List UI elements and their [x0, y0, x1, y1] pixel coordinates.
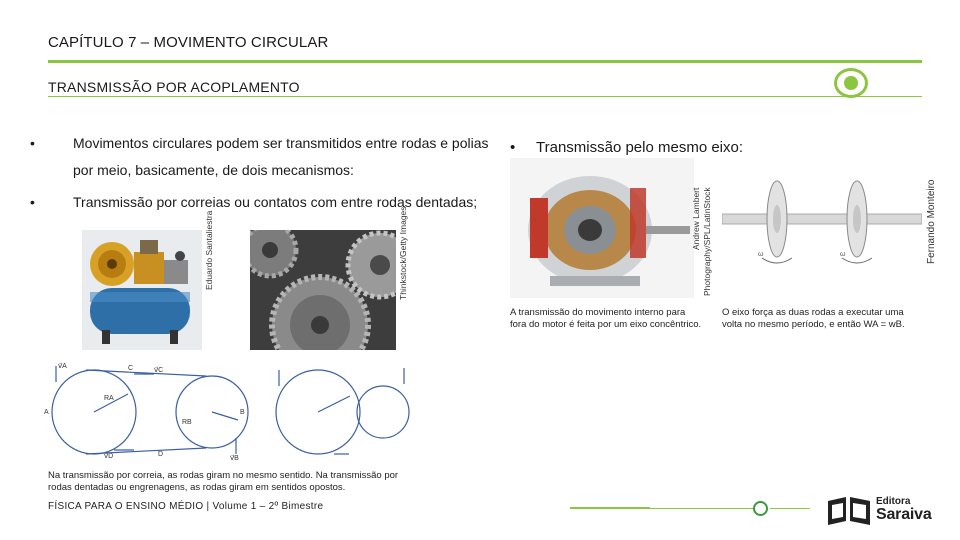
- diagram-label-b: B: [240, 409, 245, 416]
- axle-caption: O eixo força as duas rodas a executar uma volta no mesmo período, e então WA = wB.: [722, 307, 905, 330]
- belt-gear-svg: [44, 360, 410, 464]
- diagram-label-ra: RA: [104, 395, 114, 402]
- bullet-same-axle: [510, 134, 743, 161]
- diagram-label-c: C: [128, 365, 134, 372]
- compressor-credit: Eduardo Santaliestra: [204, 210, 214, 290]
- bullet-text: Movimentos circulares podem ser transmitidos entre rodas e polias por meio, basicamente, de dois mecanismos:: [73, 135, 489, 178]
- bullet-marker: •: [30, 194, 35, 210]
- diagram-label-a: A: [44, 409, 49, 416]
- section-rule: [48, 96, 922, 97]
- motor-caption: A transmissão do movimento interno para fora do motor é feita por um eixo concêntrico.: [510, 307, 702, 330]
- diagram-label-vb: v⃗B: [230, 455, 239, 462]
- footer-rule-1: [570, 507, 650, 509]
- diagram-label-vc: v⃗C: [154, 367, 164, 374]
- bullet-marker: •: [510, 139, 516, 156]
- book-icon: [826, 495, 872, 527]
- logo-big-text: Saraiva: [876, 506, 932, 523]
- chapter-title: CAPÍTULO 7 – MOVIMENTO CIRCULAR: [48, 34, 329, 51]
- footer-text: FÍSICA PARA O ENSINO MÉDIO | Volume 1 – 2º Bimestre: [48, 501, 324, 512]
- gears-photo: [250, 230, 396, 350]
- publisher-logo: [826, 495, 940, 527]
- belt-gear-diagram: [44, 360, 410, 464]
- compressor-illustration: [82, 230, 202, 350]
- footer-rule-2: [650, 508, 754, 509]
- motor-illustration: [510, 158, 694, 298]
- section-title: TRANSMISSÃO POR ACOPLAMENTO: [48, 79, 300, 95]
- belt-caption: Na transmissão por correia, as rodas giram no mesmo sentido. Na transmissão por rodas dentadas ou engrenagens, as rodas giram em sentidos opostos.: [48, 470, 399, 493]
- axle-label-left: ω: [758, 251, 764, 258]
- diagram-label-va: v⃗A: [58, 363, 67, 370]
- gears-illustration: [250, 230, 396, 350]
- gears-credit: Thinkstock/Getty Images: [398, 206, 408, 300]
- bullet-text: Transmissão pelo mesmo eixo:: [536, 139, 744, 156]
- decorative-circle-icon: [834, 68, 868, 98]
- axle-svg: [722, 172, 922, 272]
- header-rule: [48, 60, 922, 63]
- bullet-marker: •: [30, 135, 35, 151]
- diagram-label-rb: RB: [182, 419, 192, 426]
- footer-circle-icon: [753, 501, 768, 516]
- axle-label-right: ω: [840, 251, 846, 258]
- bullet-text: Transmissão por correias ou contatos com entre rodas dentadas;: [73, 194, 478, 210]
- axle-credit: Fernando Monteiro: [926, 179, 937, 264]
- bullet-mechanisms: [30, 130, 500, 184]
- motor-credit-1: Andrew Lambert: [691, 187, 701, 250]
- bullet-belts: [30, 189, 500, 216]
- motor-photo: [510, 158, 694, 298]
- compressor-photo: [82, 230, 202, 350]
- axle-illustration: [722, 172, 922, 272]
- logo-small-text: Editora: [876, 496, 911, 507]
- diagram-label-vd: v⃗D: [104, 453, 114, 460]
- footer-rule-3: [770, 508, 810, 509]
- motor-credit-2: Photography/SPL/LatinStock: [702, 187, 712, 296]
- diagram-label-d: D: [158, 451, 164, 458]
